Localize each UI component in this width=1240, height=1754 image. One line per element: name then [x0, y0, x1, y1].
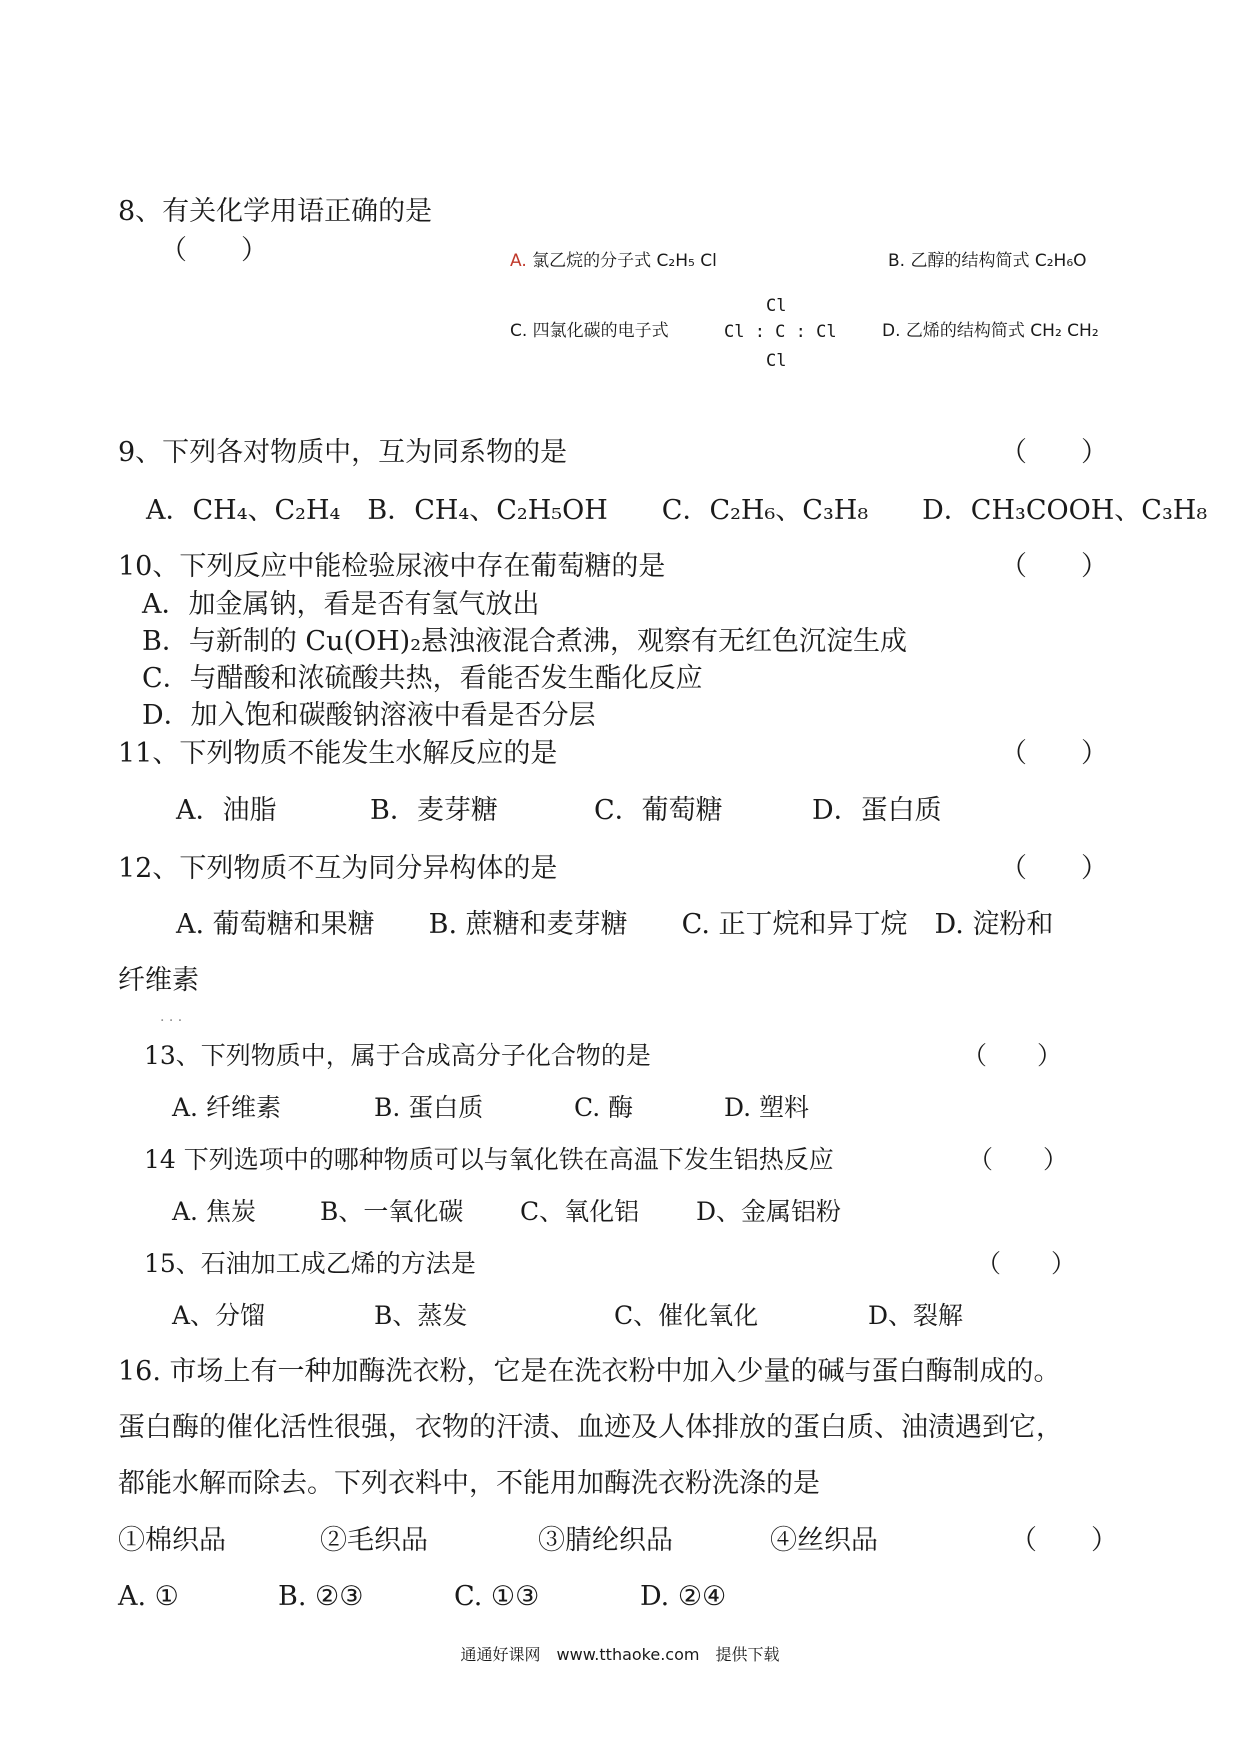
q8-option-a-letter: A. — [510, 251, 527, 271]
q10-option-a: A．加金属钠，看是否有氢气放出 — [142, 589, 540, 620]
q13-answer-paren: （ ） — [962, 1041, 1063, 1070]
q16-option-c: C. ①③ — [454, 1581, 540, 1612]
q13-option-d: D. 塑料 — [724, 1093, 810, 1122]
q9-stem: 9、下列各对物质中，互为同系物的是 — [118, 437, 568, 468]
q15-answer-paren: （ ） — [976, 1249, 1077, 1278]
q16-item-2: ②毛织品 — [320, 1525, 428, 1556]
q16-answer-paren: （ ） — [1010, 1525, 1118, 1556]
q9-options: A．CH₄、C₂H₄ B．CH₄、C₂H₅OH C．C₂H₆、C₃H₈ D．CH₃COOH、C₃H₈ — [146, 495, 1208, 526]
q14-stem: 14 下列选项中的哪种物质可以与氧化铁在高温下发生铝热反应 — [144, 1145, 834, 1174]
q10-stem: 10、下列反应中能检验尿液中存在葡萄糖的是 — [118, 551, 666, 582]
q16-option-a: A. ① — [118, 1581, 179, 1612]
q12-answer-paren: （ ） — [1000, 853, 1108, 884]
q8-option-d: D. 乙烯的结构简式 CH₂ CH₂ — [882, 321, 1099, 341]
q11-option-b: B．麦芽糖 — [370, 795, 498, 826]
q10-answer-paren: （ ） — [1000, 551, 1108, 582]
q12-options: A. 葡萄糖和果糖 B. 蔗糖和麦芽糖 C. 正丁烷和异丁烷 D. 淀粉和 — [176, 909, 1054, 940]
q16-item-1: ①棉织品 — [118, 1525, 226, 1556]
q8-option-a-text: 氯乙烷的分子式 C₂H₅ Cl — [532, 251, 717, 271]
q13-option-b: B. 蛋白质 — [374, 1093, 484, 1122]
q8-option-a — [510, 250, 717, 272]
page-footer: 通通好课网 www.tthaoke.com 提供下载 — [460, 1645, 780, 1664]
q8-option-c: C. 四氯化碳的电子式 — [510, 321, 669, 341]
q16-option-b: B. ②③ — [278, 1581, 364, 1612]
q16-stem-line1: 16. 市场上有一种加酶洗衣粉，它是在洗衣粉中加入少量的碱与蛋白酶制成的。 — [118, 1356, 1061, 1387]
q8-option-b: B. 乙醇的结构简式 C₂H₆O — [888, 251, 1087, 271]
q8-electron-formula-top: Cl — [766, 296, 787, 316]
q16-item-4: ④丝织品 — [770, 1525, 878, 1556]
q11-answer-paren: （ ） — [1000, 738, 1108, 769]
q12-stem: 12、下列物质不互为同分异构体的是 — [118, 853, 558, 884]
q16-stem-line3: 都能水解而除去。下列衣料中，不能用加酶洗衣粉洗涤的是 — [118, 1468, 820, 1499]
q16-stem-line2: 蛋白酶的催化活性很强，衣物的汗渍、血迹及人体排放的蛋白质、油渍遇到它， — [118, 1412, 1063, 1443]
q14-option-b: B、一氧化碳 — [320, 1197, 464, 1226]
q10-option-b: B．与新制的 Cu(OH)₂悬浊液混合煮沸，观察有无红色沉淀生成 — [142, 626, 908, 657]
q14-option-d: D、金属铝粉 — [696, 1197, 842, 1226]
q16-option-d: D. ②④ — [640, 1581, 727, 1612]
q15-stem: 15、石油加工成乙烯的方法是 — [144, 1249, 476, 1278]
q10-option-d: D．加入饱和碳酸钠溶液中看是否分层 — [142, 700, 596, 731]
q15-option-c: C、催化氧化 — [614, 1301, 759, 1330]
q11-option-c: C．葡萄糖 — [594, 795, 723, 826]
q14-option-a: A. 焦炭 — [172, 1197, 256, 1226]
q13-option-a: A. 纤维素 — [172, 1093, 281, 1122]
q8-electron-formula-middle: Cl : C : Cl — [724, 322, 837, 342]
q8-electron-formula-bottom: Cl — [766, 351, 787, 371]
q8-stem: 8、有关化学用语正确的是 — [118, 196, 433, 227]
q11-option-d: D．蛋白质 — [812, 795, 942, 826]
q16-item-3: ③腈纶织品 — [538, 1525, 673, 1556]
q11-option-a: A．油脂 — [176, 795, 277, 826]
q14-answer-paren: （ ） — [968, 1145, 1069, 1174]
q15-option-d: D、裂解 — [868, 1301, 964, 1330]
q10-option-c: C．与醋酸和浓硫酸共热，看能否发生酯化反应 — [142, 663, 703, 694]
q13-stem: 13、下列物质中，属于合成高分子化合物的是 — [144, 1041, 651, 1070]
q14-option-c: C、氧化铝 — [520, 1197, 640, 1226]
q12-options-continued: 纤维素 — [118, 965, 199, 996]
q13-option-c: C. 酶 — [574, 1093, 634, 1122]
q12-dots: · · · — [160, 1013, 183, 1029]
q8-answer-paren: （ ） — [160, 235, 268, 266]
q15-option-b: B、蒸发 — [374, 1301, 468, 1330]
q15-option-a: A、分馏 — [172, 1301, 266, 1330]
q9-answer-paren: （ ） — [1000, 437, 1108, 468]
q11-stem: 11、下列物质不能发生水解反应的是 — [118, 738, 558, 769]
